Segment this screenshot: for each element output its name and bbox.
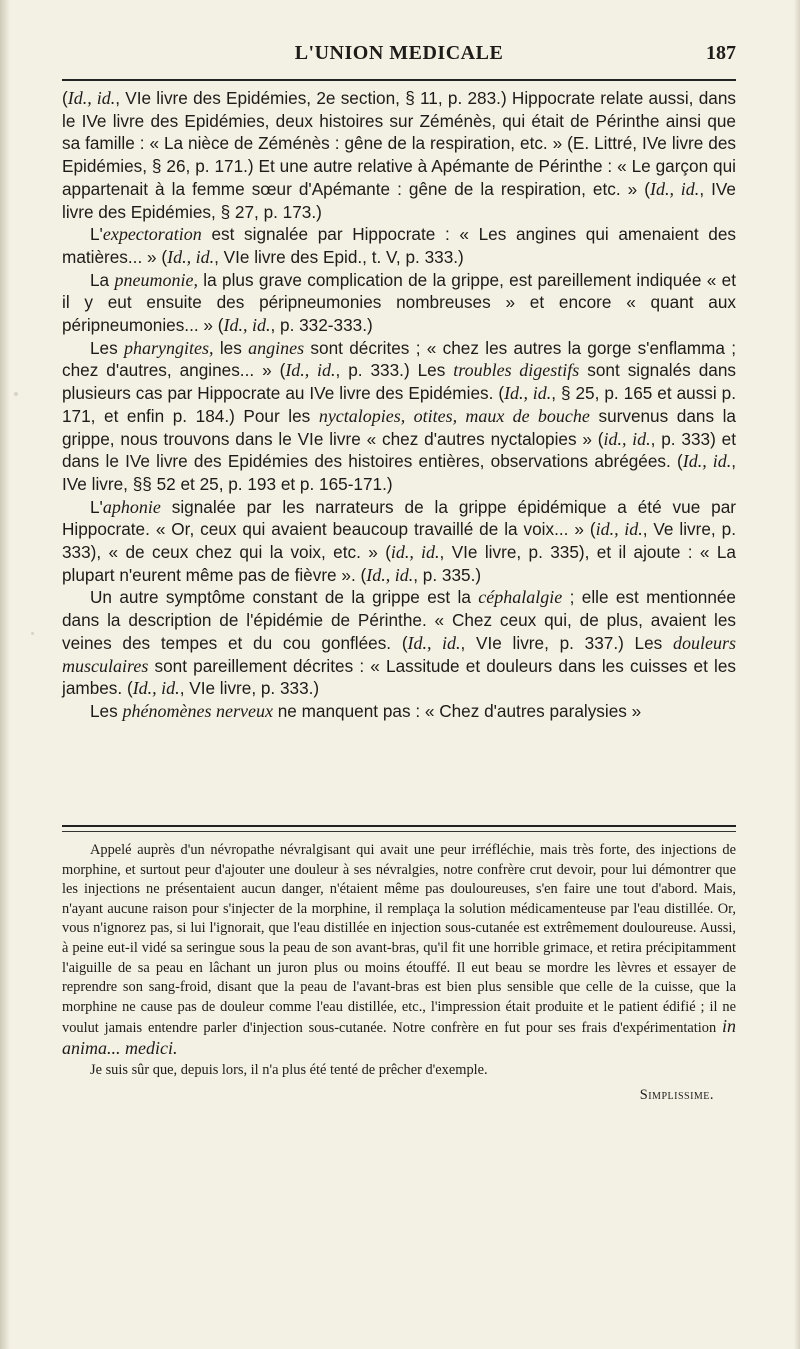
text-run: , p. 333) et dans le IVe livre des Epidémies des histoires entières, observations abrégées. ( (62, 428, 736, 472)
note-paragraph (62, 1061, 736, 1081)
page-number: 187 (706, 42, 736, 64)
text-run: est signalée par Hippocrate : « Les angines qui amenaient des matières... » ( (62, 224, 736, 267)
text-run: , VIe livre, p. 333.) (179, 678, 320, 699)
text-run: Les (90, 337, 125, 358)
italic-run: Id., id. (650, 178, 700, 199)
italic-run: id., id. (603, 428, 651, 449)
italic-run: angines (248, 337, 305, 358)
italic-run: Id., id. (167, 246, 215, 267)
italic-run: nyctalopies, otites, maux de bouche (318, 405, 590, 426)
italic-run: Id., id. (67, 88, 116, 108)
note-paragraph (62, 841, 736, 1061)
text-run: , VIe livre des Epidémies, 2e section, § 11, p. 283.) Hippocrate relate aussi, dans le IVe livre des Epidémies, deux histoires sur Zéménès, qui était de Périnthe ainsi que sa famille : « La nièce de Zéménès : gêne de la respiration, etc. » (E. Littré, IVe livre des Epidémies, § 26, p. 171.) Et une autre relative à Apémante de Périnthe : « Le garçon qui appartenait à la femme sœur d'Apémante : gêne de la respiration, etc. » ( (62, 88, 736, 199)
italic-run: expectoration (102, 224, 202, 245)
italic-run: Id., id. (366, 564, 414, 585)
text-run: Je suis sûr que, depuis lors, il n'a plus été tenté de prêcher d'exemple. (90, 1061, 488, 1078)
text-run: , p. 335.) (413, 564, 482, 585)
italic-run: Id., id. (682, 451, 732, 472)
article-body (62, 87, 736, 723)
text-run: , p. 333.) Les (335, 360, 454, 381)
text-run: Appelé auprès d'un névropathe névralgisant qui avait une peur irréfléchie, mais très forte, des injections de morphine, et surtout peur d'ajouter une douleur à ses névralgies, notre confrère crut devoir, pour lui démontrer que les injections ne présentaient aucun danger, n'étaient même pas douloureuses, s'en faire une tout d'abord. Mais, n'ayant aucune raison pour s'injecter de la morphine, il remplaça la solution médicamenteuse par l'eau distillée. Or, vous n'ignorez pas, si lui l'ignorait, que l'eau distillée en injection sous-cutanée est extrêmement douloureuse. Aussi, à peine eut-il vidé sa seringue sous la peau de son avant-bras, qu'il fit une horrible grimace, et retira précipitamment l'aiguille de sa peau en lâchant un juron plus ou moins étouffé. Il eut beau se mordre les lèvres et essayer de reprendre son sang-froid, disant que la peau de l'avant-bras est bien plus sensible que celle de la cuisse, que la morphine ne cause pas de douleur comme l'eau distillée, etc., l'impression était produite et le patient édifié ; il ne voulut jamais entendre parler d'injection sous-cutanée. Notre confrère en fut pour ses frais d'expérimentation (62, 842, 736, 1037)
text-run: survenus dans la grippe, nous trouvons dans le VIe livre « chez d'autres nyctalopies » ( (62, 405, 736, 449)
text-run: sont signalés dans plusieurs cas par Hippocrate au IVe livre des Epidémies. ( (62, 360, 736, 404)
paper-spot (14, 392, 18, 396)
header-rule (62, 79, 736, 81)
page-right-edge (794, 0, 800, 1349)
italic-run: phénomènes nerveux (122, 700, 273, 721)
text-run: ; elle est mentionnée dans la description de l'épidémie de Périnthe. « Chez ceux qui, de plus, avaient les veines des tempes et du cou gonflées. ( (62, 587, 736, 653)
section-divider (62, 825, 736, 832)
text-run: , p. 332-333.) (270, 315, 373, 336)
paragraph (62, 223, 736, 268)
italic-run: id., id. (595, 519, 643, 540)
text-run: , Ve livre, p. 333), « de ceux chez qui la voix, etc. » ( (62, 519, 736, 563)
text-run: sont décrites ; « chez les autres la gorge s'enflamma ; chez d'autres, angines... » ( (62, 337, 736, 381)
text-run: sont pareillement décrites : « Lassitude et douleurs dans les cuisses et les jambes. ( (62, 655, 736, 699)
italic-run: Id., id. (223, 315, 271, 336)
text-run: , IVe livre, §§ 52 et 25, p. 193 et p. 165-171.) (62, 451, 736, 494)
paragraph (62, 87, 736, 223)
text-run: ( (62, 88, 68, 108)
feuilleton-note (62, 841, 736, 1106)
paper-spot (31, 632, 34, 635)
text-run: L' (90, 224, 103, 245)
text-run: les (213, 337, 249, 358)
text-run: , VIe livre, p. 335), et il ajoute : « La plupart n'eurent même pas de fièvre ». ( (62, 542, 736, 585)
text-run: signalée par les narrateurs de la grippe épidémique a été vue par Hippocrate. « Or, ceux qui avaient beaucoup travaillé de la voix... » ( (62, 496, 736, 540)
italic-run: Id., id. (132, 678, 180, 699)
text-run: , VIe livre des Epid., t. V, p. 333.) (214, 246, 464, 267)
text-run: Un autre symptôme constant de la grippe est la (90, 587, 479, 608)
signature: Simplissime. (639, 1087, 714, 1104)
italic-run: douleurs musculaires (62, 632, 737, 676)
running-header (62, 42, 736, 72)
italic-run: Id., id. (285, 360, 336, 381)
text-run: la plus grave complication de la grippe, est pareillement indiquée « et il y eut ensuite des péripneumonies nombreuses » et encore « quant aux péripneumonies... » ( (62, 269, 736, 336)
italic-run: troubles digestifs (453, 360, 580, 381)
text-run: L' (90, 496, 103, 517)
italic-run: id., id. (390, 542, 440, 563)
text-run: La (90, 269, 115, 290)
text-run: , IVe livre des Epidémies, § 27, p. 173.) (62, 178, 736, 222)
text-run: ne manquent pas : « Chez d'autres paralysies » (272, 700, 642, 721)
paragraph (62, 496, 736, 587)
italic-run: pneumonie, (114, 269, 198, 290)
text-run: , § 25, p. 165 et aussi p. 171, et enfin p. 184.) Pour les (62, 383, 736, 426)
italic-run: in anima... medici. (62, 1016, 736, 1058)
text-run: , VIe livre, p. 337.) Les (460, 632, 674, 653)
italic-run: céphalalgie (478, 587, 563, 608)
paragraph (62, 586, 736, 700)
journal-title: L'UNION MEDICALE (294, 42, 504, 64)
paragraph (62, 700, 736, 723)
italic-run: pharyngites, (124, 337, 214, 358)
paragraph (62, 337, 736, 496)
italic-run: Id., id. (504, 383, 552, 404)
text-run: Les (90, 700, 123, 721)
italic-run: Id., id. (407, 632, 461, 653)
italic-run: aphonie (102, 496, 161, 517)
page-binding-edge (0, 0, 10, 1349)
paragraph (62, 269, 736, 337)
